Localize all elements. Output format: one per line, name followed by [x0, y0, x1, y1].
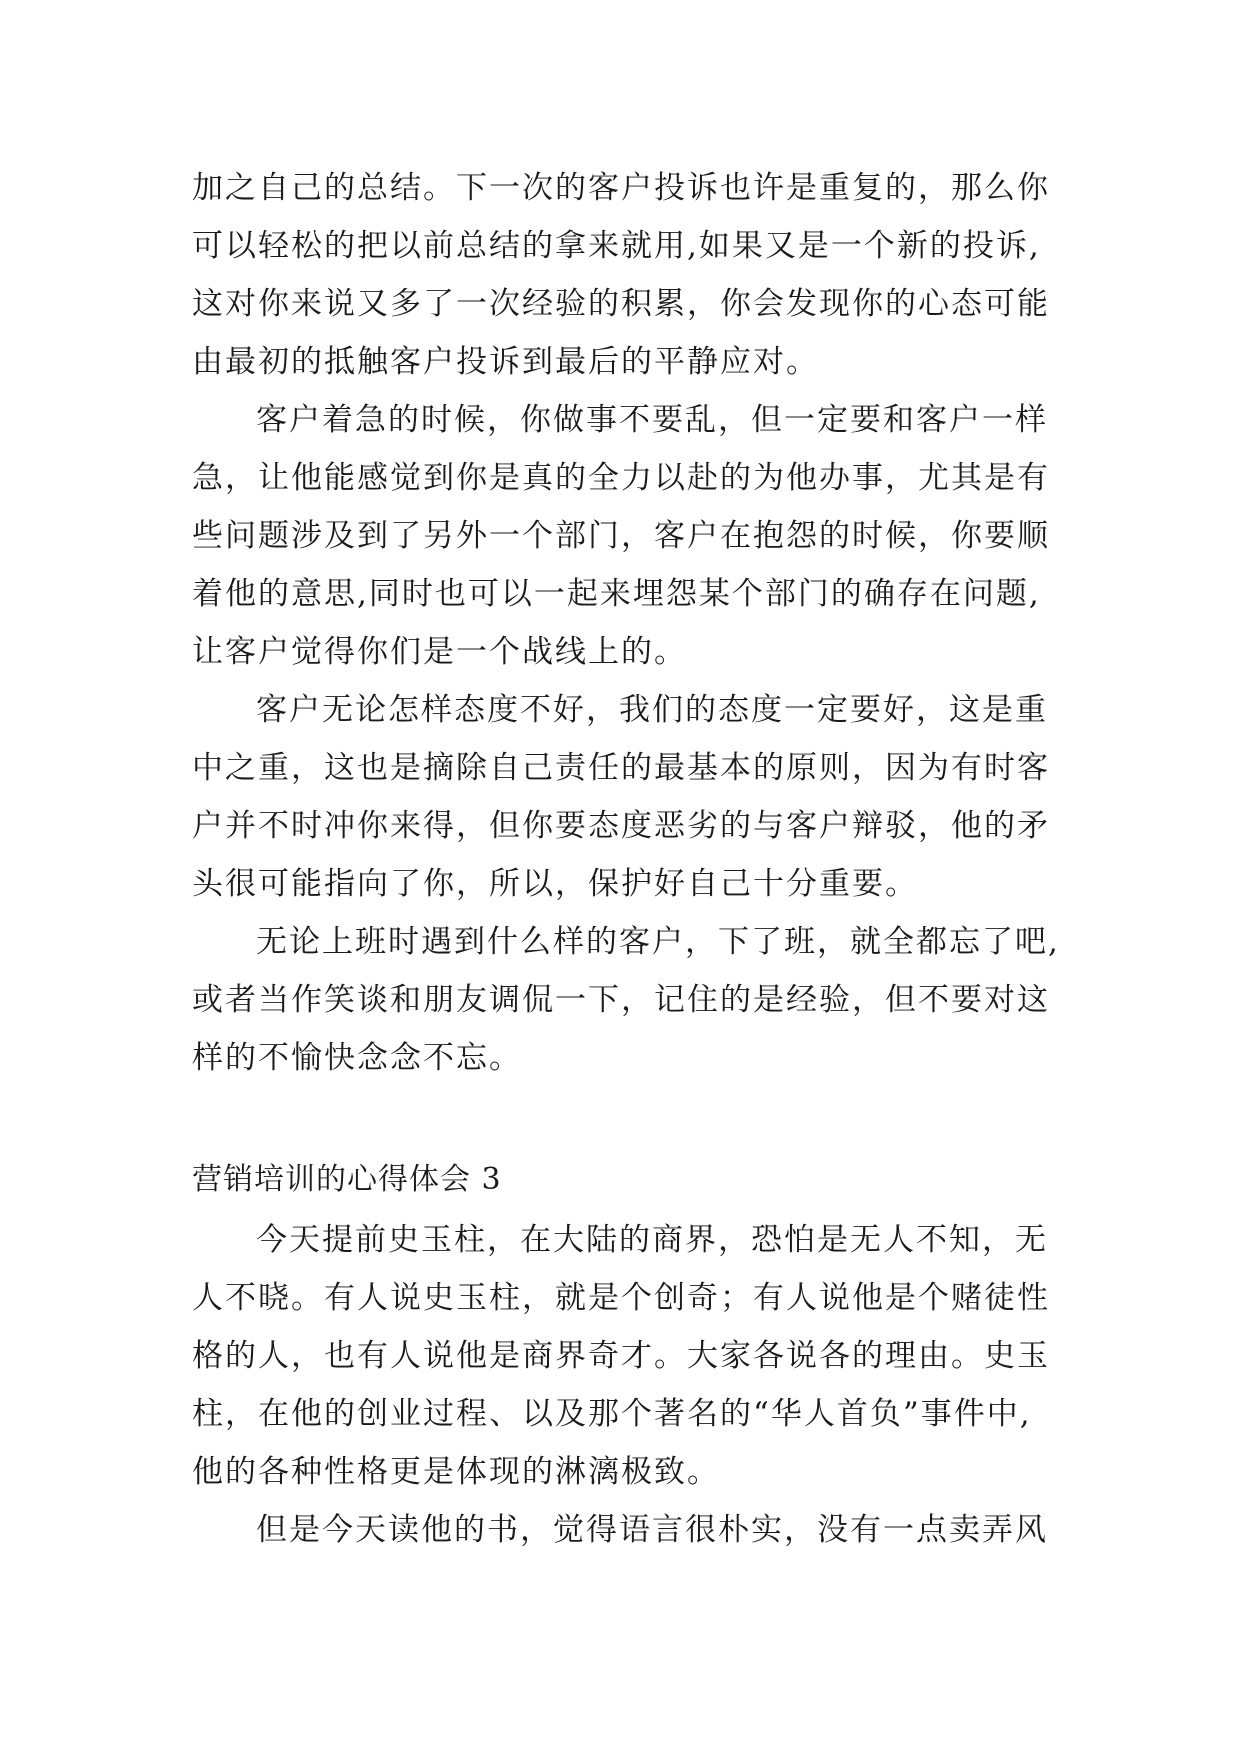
paragraph-line: 加之自己的总结。下一次的客户投诉也许是重复的，那么你 [192, 170, 1050, 206]
paragraph-line: 样的不愉快念念不忘。 [192, 1040, 522, 1076]
paragraph-line: 可以轻松的把以前总结的拿来就用,如果又是一个新的投诉, [192, 228, 1041, 264]
paragraph-line: 让客户觉得你们是一个战线上的。 [192, 634, 687, 670]
paragraph-line: 今天提前史玉柱，在大陆的商界，恐怕是无人不知，无 [256, 1222, 1048, 1258]
section-heading: 营销培训的心得体会 3 [192, 1162, 502, 1197]
paragraph-line: 客户着急的时候，你做事不要乱，但一定要和客户一样 [256, 402, 1048, 438]
paragraph-line: 由最初的抵触客户投诉到最后的平静应对。 [192, 344, 819, 380]
paragraph-line: 但是今天读他的书，觉得语言很朴实，没有一点卖弄风 [256, 1512, 1048, 1548]
paragraph-line: 这对你来说又多了一次经验的积累，你会发现你的心态可能 [192, 286, 1050, 322]
paragraph-line: 柱，在他的创业过程、以及那个著名的“华人首负”事件中, [192, 1396, 1032, 1432]
paragraph-line: 急，让他能感觉到你是真的全力以赴的为他办事，尤其是有 [192, 460, 1050, 496]
paragraph-line: 头很可能指向了你，所以，保护好自己十分重要。 [192, 866, 918, 902]
paragraph-line: 无论上班时遇到什么样的客户，下了班，就全都忘了吧, [256, 924, 1060, 960]
paragraph-line: 些问题涉及到了另外一个部门，客户在抱怨的时候，你要顺 [192, 518, 1050, 554]
paragraph-line: 他的各种性格更是体现的淋漓极致。 [192, 1454, 720, 1490]
paragraph-line: 格的人，也有人说他是商界奇才。大家各说各的理由。史玉 [192, 1338, 1050, 1374]
paragraph-line: 人不晓。有人说史玉柱，就是个创奇；有人说他是个赌徒性 [192, 1280, 1050, 1316]
paragraph-line: 客户无论怎样态度不好，我们的态度一定要好，这是重 [256, 692, 1048, 728]
paragraph-line: 或者当作笑谈和朋友调侃一下，记住的是经验，但不要对这 [192, 982, 1050, 1018]
paragraph-line: 户并不时冲你来得，但你要态度恶劣的与客户辩驳，他的矛 [192, 808, 1050, 844]
paragraph-line: 中之重，这也是摘除自己责任的最基本的原则，因为有时客 [192, 750, 1050, 786]
paragraph-line: 着他的意思,同时也可以一起来埋怨某个部门的确存在问题, [192, 576, 1041, 612]
